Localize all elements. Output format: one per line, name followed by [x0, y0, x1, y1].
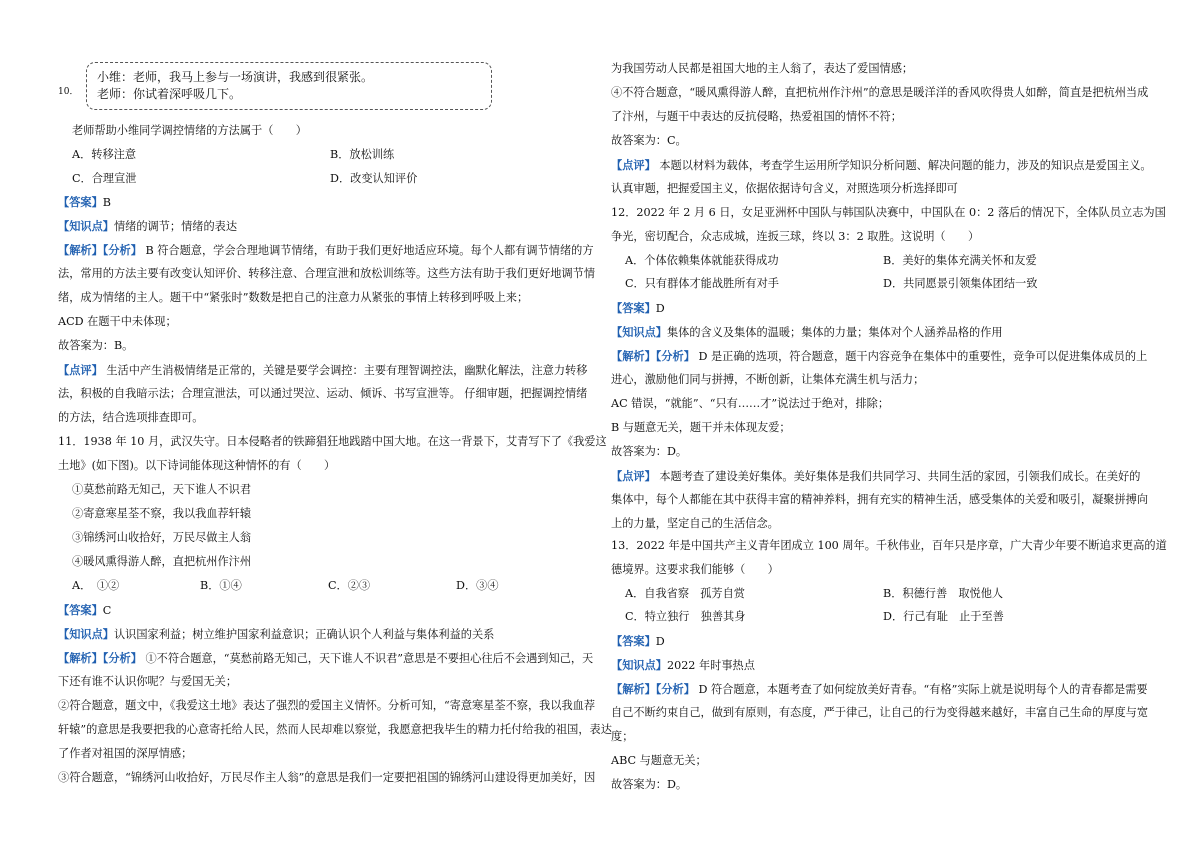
- q12-option-b: B．美好的集体充满关怀和友爱: [883, 254, 1037, 267]
- q10-analysis-line: 故答案为：B。: [58, 339, 134, 352]
- answer-tag: 【答案】: [611, 301, 656, 315]
- q11-analysis-cont: 了汴州，与题干中表达的反抗侵略，热爱祖国的情怀不符；: [611, 110, 902, 123]
- q11-analysis-line: ②符合题意，题文中，《我爱这土地》表达了强烈的爱国主义情怀。分析可知，“寄意寒星荃不察，我以我血荐: [58, 699, 596, 712]
- knowledge-tag: 【知识点】: [58, 219, 114, 233]
- analysis-tag: 【解析】【分析】: [611, 682, 695, 696]
- q11-analysis-cont: ④不符合题意，“暖风熏得游人醉，直把杭州作汴州”的意思是暖洋洋的香风吹得贵人如醉，简直是把杭州当成: [611, 86, 1149, 99]
- q13-analysis-line: 故答案为：D。: [611, 778, 688, 791]
- q11-analysis-cont: 为我国劳动人民都是祖国大地的主人翁了，表达了爱国情感；: [611, 62, 914, 75]
- q11-stem-line: 土地》(如下图)。以下诗词能体现这种情怀的有（ ）: [58, 459, 336, 472]
- q12-knowledge: [611, 325, 1003, 340]
- analysis-tag: 【解析】【分析】: [58, 243, 142, 257]
- q11-option-b: B．①④: [200, 579, 242, 592]
- q11-knowledge: [58, 627, 494, 642]
- answer-tag: 【答案】: [611, 634, 656, 648]
- answer-value: D: [655, 302, 665, 315]
- answer-value: B: [102, 196, 111, 209]
- q11-poem: ③锦绣河山收拾好，万民尽做主人翁: [72, 531, 252, 544]
- q11-comment-line: [611, 158, 1152, 173]
- q12-comment-line: 集体中，每个人都能在其中获得丰富的精神养料，拥有充实的精神生活，感受集体的关爱和吸引，凝聚拼搏向: [611, 493, 1149, 506]
- q11-poem: ②寄意寒星荃不察，我以我血荐轩辕: [72, 507, 252, 520]
- q10-option-b: B．放松训练: [330, 148, 395, 161]
- comment-text: 本题考查了建设美好集体。美好集体是我们共同学习、共同生活的家园，引领我们成长。在美好的: [655, 470, 1141, 483]
- q12-answer: [611, 301, 665, 316]
- q11-comment-line: 认真审题，把握爱国主义，依据依据诗句含义，对照选项分析选择即可: [611, 182, 958, 195]
- q13-analysis-line: ABC 与题意无关；: [611, 754, 707, 767]
- q13-knowledge: [611, 658, 755, 673]
- q10-analysis-line: ACD 在题干中未体现；: [58, 315, 177, 328]
- knowledge-value: 集体的含义及集体的温暖；集体的力量；集体对个人涵养品格的作用: [666, 326, 1003, 339]
- q10-option-a: A．转移注意: [72, 148, 137, 161]
- q10-comment-line: [58, 363, 587, 378]
- q12-analysis-line: [611, 349, 1147, 364]
- comment-tag: 【点评】: [58, 363, 103, 377]
- q10-option-c: C．合理宣泄: [72, 172, 137, 185]
- analysis-text: B 符合题意，学会合理地调节情绪，有助于我们更好地适应环境。每个人都有调节情绪的方: [141, 244, 594, 257]
- answer-value: C: [102, 604, 112, 617]
- knowledge-tag: 【知识点】: [58, 627, 114, 641]
- q11-analysis-line: 下还有谁不认识你呢？与爱国无关；: [58, 675, 238, 688]
- q11-analysis-line: [58, 651, 593, 666]
- q10-stem: 老师帮助小维同学调控情绪的方法属于（ ）: [72, 124, 307, 137]
- dialog-box: [86, 62, 492, 110]
- q10-analysis-line: [58, 243, 594, 258]
- q12-stem-line: 争光，密切配合，众志成城，连扳三球，终以 3：2 取胜。这说明（ ）: [611, 230, 980, 243]
- q12-comment-line: 上的力量，坚定自己的生活信念。: [611, 517, 779, 530]
- analysis-text: D 是正确的选项，符合题意，题干内容竞争在集体中的重要性，竞争可以促进集体成员的上: [694, 350, 1148, 363]
- q13-option-d: D．行己有耻 止于至善: [883, 610, 1004, 623]
- knowledge-tag: 【知识点】: [611, 658, 667, 672]
- knowledge-value: 情绪的调节；情绪的表达: [113, 220, 238, 233]
- comment-text: 生活中产生消极情绪是正常的，关键是要学会调控：主要有理智调控法，幽默化解法，注意力转移: [102, 364, 588, 377]
- q10-analysis-line: 绪，成为情绪的主人。题干中“紧张时”数数是把自己的注意力从紧张的事情上转移到呼吸上来；: [58, 291, 529, 304]
- q10-comment-line: 的方法，结合选项排查即可。: [58, 411, 204, 424]
- q12-analysis-line: B 与题意无关，题干并未体现友爱；: [611, 421, 791, 434]
- answer-tag: 【答案】: [58, 603, 103, 617]
- q12-option-c: C．只有群体才能战胜所有对手: [625, 277, 779, 290]
- q13-stem-line: 德境界。这要求我们能够（ ）: [611, 563, 779, 576]
- knowledge-value: 认识国家利益；树立维护国家利益意识；正确认识个人利益与集体利益的关系: [113, 628, 495, 641]
- dialog-line: 小维：老师，我马上参与一场演讲，我感到很紧张。: [97, 70, 374, 84]
- q12-comment-line: [611, 469, 1140, 484]
- q12-option-a: A．个体依赖集体就能获得成功: [625, 254, 779, 267]
- q11-option-d: D．③④: [456, 579, 499, 592]
- q10-option-d: D．改变认知评价: [330, 172, 418, 185]
- analysis-text: ①不符合题意，“莫愁前路无知己，天下谁人不识君”意思是不要担心往后不会遇到知己，天: [141, 652, 594, 665]
- q13-option-c: C．特立独行 独善其身: [625, 610, 746, 623]
- dialog-line: 老师：你试着深呼吸几下。: [97, 87, 242, 101]
- q11-option-a: A． ①②: [72, 579, 120, 592]
- comment-text: 本题以材料为载体，考查学生运用所学知识分析问题、解决问题的能力，涉及的知识点是爱国主义。: [655, 159, 1152, 172]
- q13-option-a: A．自我省察 孤芳自赏: [625, 587, 745, 600]
- answer-value: D: [655, 635, 665, 648]
- q11-analysis-line: 轩辕”的意思是我要把我的心意寄托给人民，然而人民却难以察觉，我愿意把我毕生的精力托付给我的祖国，表达: [58, 723, 612, 736]
- q11-analysis-cont: 故答案为：C。: [611, 134, 687, 147]
- q13-analysis-line: 自己不断约束自己，做到有原则，有态度，严于律己，让自己的行为变得越来越好，丰富自己生命的厚度与宽: [611, 706, 1149, 719]
- q11-poem: ④暖风熏得游人醉，直把杭州作汴州: [72, 555, 252, 568]
- q12-analysis-line: 故答案为：D。: [611, 445, 688, 458]
- q13-analysis-line: [611, 682, 1148, 697]
- q11-option-c: C．②③: [328, 579, 371, 592]
- answer-tag: 【答案】: [58, 195, 103, 209]
- q10-analysis-line: 法，常用的方法主要有改变认知评价、转移注意、合理宣泄和放松训练等。这些方法有助于我们更好地调节情: [58, 267, 596, 280]
- q12-option-d: D．共同愿景引领集体团结一致: [883, 277, 1038, 290]
- q11-analysis-line: 了作者对祖国的深厚情感；: [58, 747, 193, 760]
- comment-tag: 【点评】: [611, 158, 656, 172]
- q13-analysis-line: 度；: [611, 730, 634, 743]
- q12-analysis-line: AC 错误，“就能”、“只有……才”说法过于绝对，排除；: [611, 397, 890, 410]
- analysis-text: D 符合题意，本题考查了如何绽放美好青春。“有格”实际上就是说明每个人的青春都是需要: [694, 683, 1148, 696]
- q12-stem-line: 12．2022 年 2 月 6 日，女足亚洲杯中国队与韩国队决赛中，中国队在 0：2 落后的情况下，全体队员立志为国: [611, 206, 1166, 219]
- comment-tag: 【点评】: [611, 469, 656, 483]
- q11-analysis-line: ③符合题意，“锦绣河山收拾好，万民尽作主人翁”的意思是我们一定要把祖国的锦绣河山建设得更加美好，因: [58, 771, 596, 784]
- knowledge-tag: 【知识点】: [611, 325, 667, 339]
- q13-option-b: B．积德行善 取悦他人: [883, 587, 1004, 600]
- analysis-tag: 【解析】【分析】: [611, 349, 695, 363]
- q10-comment-line: 法，积极的自我暗示法；合理宣泄法，可以通过哭泣、运动、倾诉、书写宣泄等。 仔细审题，把握调控情绪: [58, 387, 588, 400]
- q13-stem-line: 13．2022 年是中国共产主义青年团成立 100 周年。千秋伟业，百年只是序章，广大青少年要不断追求更高的道: [611, 539, 1167, 552]
- q11-answer: [58, 603, 111, 618]
- q11-poem: ①莫愁前路无知己，天下谁人不识君: [72, 483, 252, 496]
- q10-knowledge: [58, 219, 237, 234]
- knowledge-value: 2022 年时事热点: [666, 659, 755, 672]
- analysis-tag: 【解析】【分析】: [58, 651, 142, 665]
- question-10-number: 10．: [58, 87, 79, 97]
- q13-answer: [611, 634, 665, 649]
- q12-analysis-line: 进心，激励他们同与拼搏，不断创新，让集体充满生机与活力；: [611, 373, 925, 386]
- q10-answer: [58, 195, 111, 210]
- q11-stem-line: 11．1938 年 10 月，武汉失守。日本侵略者的铁蹄猖狂地践踏中国大地。在这一背景下，艾青写下了《我爱这: [58, 435, 607, 448]
